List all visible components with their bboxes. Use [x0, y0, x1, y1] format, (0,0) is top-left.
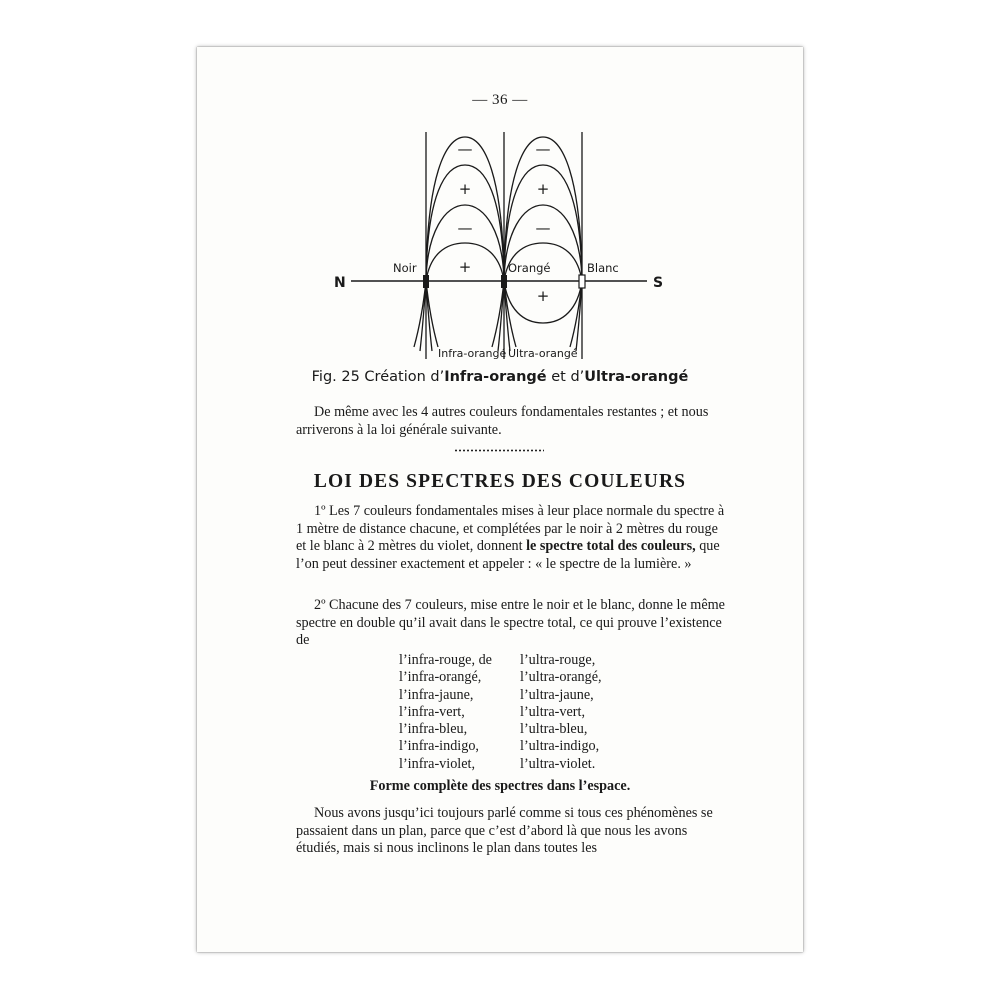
infra-item: l’infra-violet,: [399, 755, 476, 772]
ultra-item: l’ultra-vert,: [520, 703, 585, 720]
blanc-label: Blanc: [587, 261, 619, 275]
plus-sign: +: [536, 287, 550, 305]
infra-item: l’infra-indigo,: [399, 738, 479, 755]
plus-sign: +: [458, 180, 472, 198]
infra-ultra-list: [399, 652, 630, 773]
plus-sign: +: [536, 180, 550, 198]
minus-sign: —: [535, 219, 551, 237]
paragraph-space: Nous avons jusqu’ici toujours parlé comme si tous ces phénomènes se passaient dans un plan, parce que c’est d’abord là que nous les avons étudiés, mais si nous inclinons le plan dans toutes les: [296, 805, 713, 856]
section-title: LOI DES SPECTRES DES COULEURS: [313, 471, 687, 492]
list-row: [399, 652, 630, 669]
orange-fan-line: [504, 281, 516, 347]
blanc-fan-line: [570, 281, 582, 347]
infra-item: l’infra-orangé,: [399, 669, 482, 686]
paragraph-law-1: [296, 503, 728, 573]
ultra-item: l’ultra-bleu,: [520, 721, 588, 738]
infra-orange-label: Infra-orangé: [438, 347, 507, 360]
ultra-item: l’ultra-jaune,: [520, 686, 594, 703]
north-label: N: [334, 275, 346, 291]
figure-number: Fig. 25: [311, 369, 360, 385]
noir-fan-line: [414, 281, 426, 347]
ultra-orange-label: Ultra-orangé: [508, 347, 578, 360]
caption-text: et d’: [546, 369, 585, 385]
figure-caption: [197, 369, 803, 385]
infra-item: l’infra-bleu,: [399, 721, 468, 738]
list-row: [399, 721, 630, 738]
orange-label: Orangé: [508, 261, 551, 275]
infra-item: l’infra-vert,: [399, 703, 465, 720]
list-row: [399, 669, 630, 686]
caption-emphasis: Ultra-orangé: [584, 369, 689, 385]
decorative-divider: [454, 449, 544, 452]
caption-text: Création d’: [359, 369, 445, 385]
ultra-item: l’ultra-indigo,: [520, 738, 600, 755]
ultra-item: l’ultra-violet.: [520, 755, 596, 772]
orange-pole-marker: [501, 275, 507, 288]
list-row: [399, 687, 630, 704]
figure-25-diagram: [197, 47, 803, 367]
list-row: [399, 738, 630, 755]
noir-label: Noir: [393, 261, 417, 275]
book-page: [197, 47, 803, 952]
noir-pole-marker: [423, 275, 429, 288]
caption-emphasis: Infra-orangé: [444, 369, 547, 385]
minus-sign: —: [457, 219, 473, 237]
list-row: [399, 756, 630, 773]
list-row: [399, 704, 630, 721]
minus-sign: —: [457, 140, 473, 158]
paragraph-text: que l’on peut dessiner exactement et appeler : « le spectre de la lumière. »: [296, 538, 720, 572]
paragraph-law-2: 2º Chacune des 7 couleurs, mise entre le noir et le blanc, donne le même spectre en double qu’il avait dans le spectre total, ce qui prouve l’existence de: [296, 597, 725, 648]
paragraph-intro: De même avec les 4 autres couleurs fondamentales restantes ; et nous arriverons à la loi générale suivante.: [296, 404, 709, 438]
noir-fan-line: [426, 281, 438, 347]
right-field-arc-1: [504, 137, 582, 281]
minus-sign: —: [535, 140, 551, 158]
blanc-pole-marker: [579, 275, 585, 288]
orange-fan-line: [492, 281, 504, 347]
ultra-item: l’ultra-rouge,: [520, 652, 596, 668]
plus-sign: +: [458, 258, 472, 276]
infra-item: l’infra-jaune,: [399, 686, 474, 703]
paragraph-text: 1º Les 7 couleurs fondamentales mises à leur place normale du spectre à 1 mètre de distance chacune, et complétées par le noir à 2 mètres du rouge et le blanc à 2 mètres du violet, donnent: [296, 503, 725, 554]
infra-item: l’infra-rouge, de: [399, 652, 492, 668]
page-number: — 36 —: [472, 92, 528, 108]
ultra-item: l’ultra-orangé,: [520, 669, 602, 686]
paragraph-bold-text: le spectre total des couleurs,: [526, 538, 696, 554]
subheading: Forme complète des spectres dans l’espace.: [369, 778, 631, 794]
south-label: S: [653, 275, 664, 291]
